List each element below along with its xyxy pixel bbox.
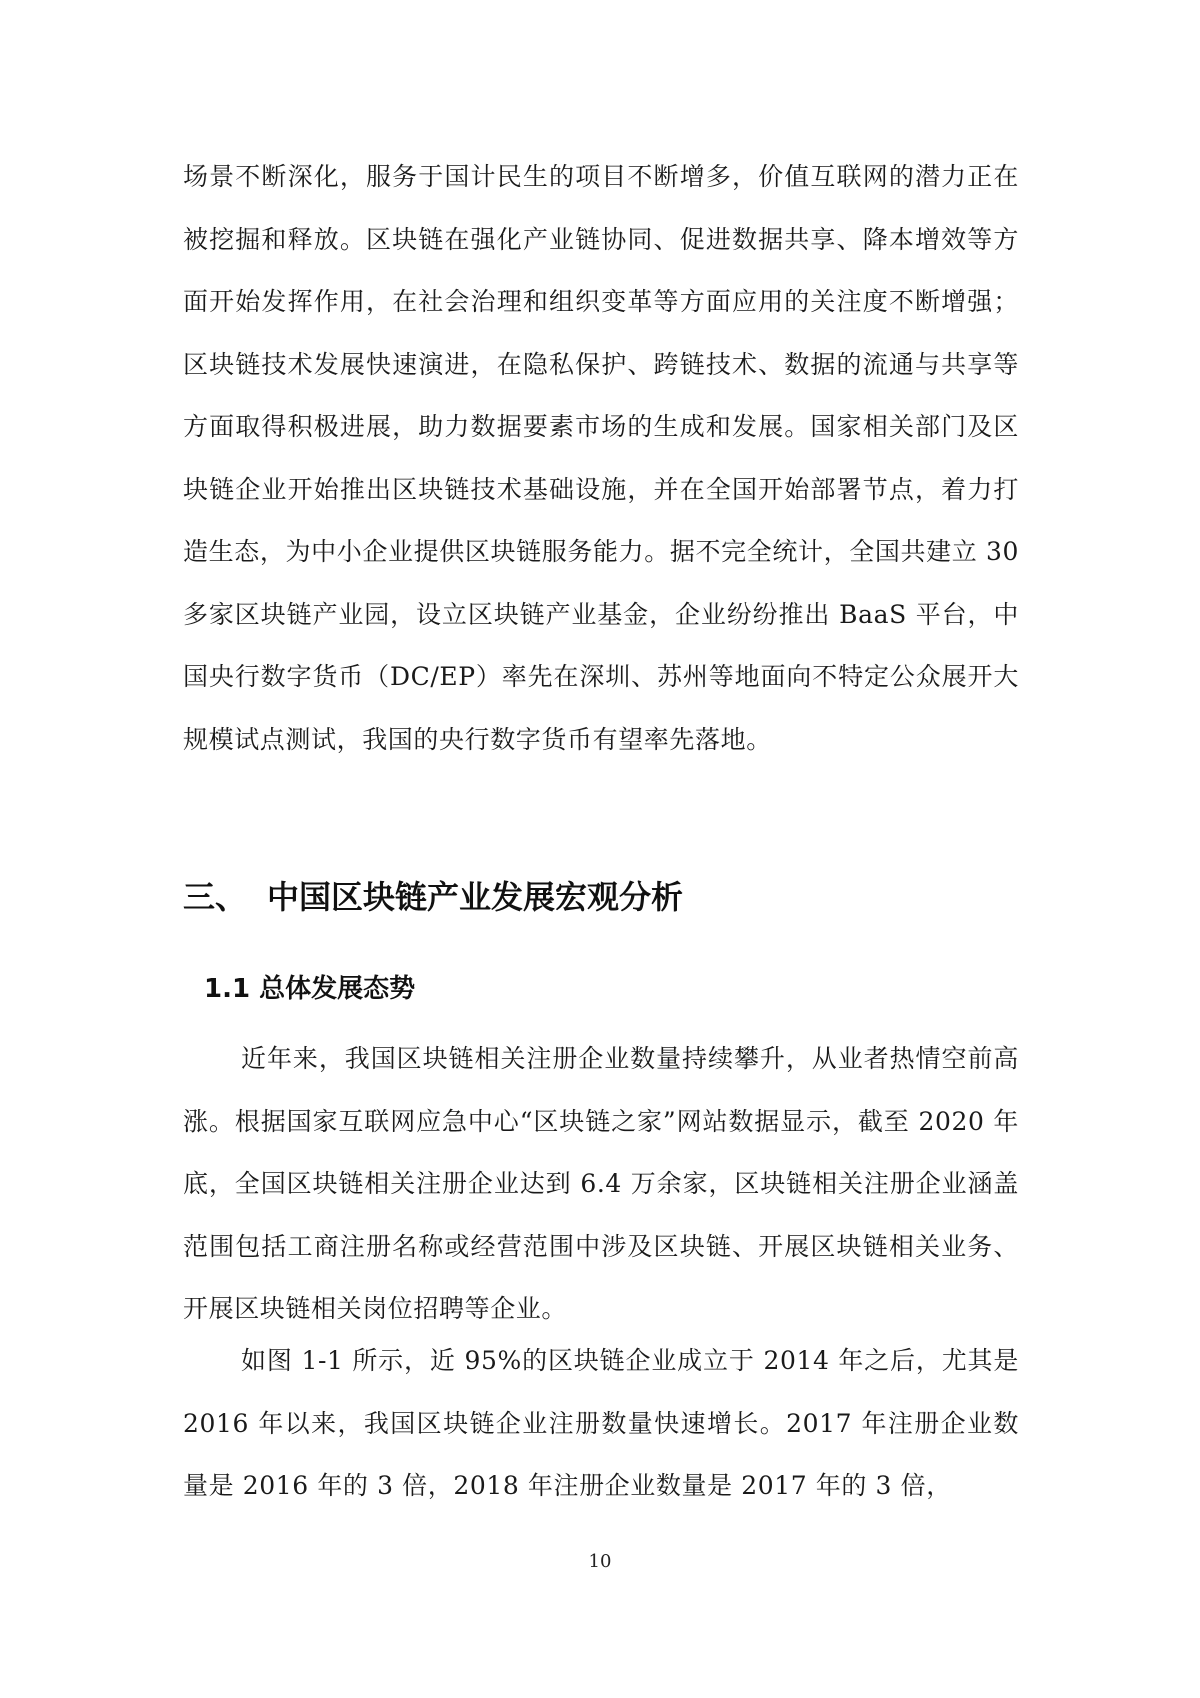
body-paragraph-1: 近年来，我国区块链相关注册企业数量持续攀升，从业者热情空前高涨。根据国家互联网应急中心“区块链之家”网站数据显示，截至 2020 年底，全国区块链相关注册企业达到 6.4 万余家，区块链相关注册企业涵盖范围包括工商注册名称或经营范围中涉及区块链、开展区块链相关业务、开展区块链相关岗位招聘等企业。	[183, 1044, 1019, 1323]
continued-paragraph: 场景不断深化，服务于国计民生的项目不断增多，价值互联网的潜力正在被挖掘和释放。区块链在强化产业链协同、促进数据共享、降本增效等方面开始发挥作用，在社会治理和组织变革等方面应用的关注度不断增强；区块链技术发展快速演进，在隐私保护、跨链技术、数据的流通与共享等方面取得积极进展，助力数据要素市场的生成和发展。国家相关部门及区块链企业开始推出区块链技术基础设施，并在全国开始部署节点，着力打造生态，为中小企业提供区块链服务能力。据不完全统计，全国共建立 30 多家区块链产业园，设立区块链产业基金，企业纷纷推出 BaaS 平台，中国央行数字货币（DC/EP）率先在深圳、苏州等地面向不特定公众展开大规模试点测试，我国的央行数字货币有望率先落地。	[183, 162, 1019, 754]
section-number: 三、	[183, 878, 248, 916]
page-number: 10	[588, 1551, 612, 1572]
body-paragraph-2: 如图 1-1 所示，近 95%的区块链企业成立于 2014 年之后，尤其是 2016 年以来，我国区块链企业注册数量快速增长。2017 年注册企业数量是 2016 年的 3 倍，2018 年注册企业数量是 2017 年的 3 倍，	[183, 1346, 1019, 1500]
section-title: 中国区块链产业发展宏观分析	[267, 878, 684, 916]
subsection-heading: 1.1 总体发展态势	[204, 974, 416, 1004]
section-heading	[183, 872, 1019, 922]
